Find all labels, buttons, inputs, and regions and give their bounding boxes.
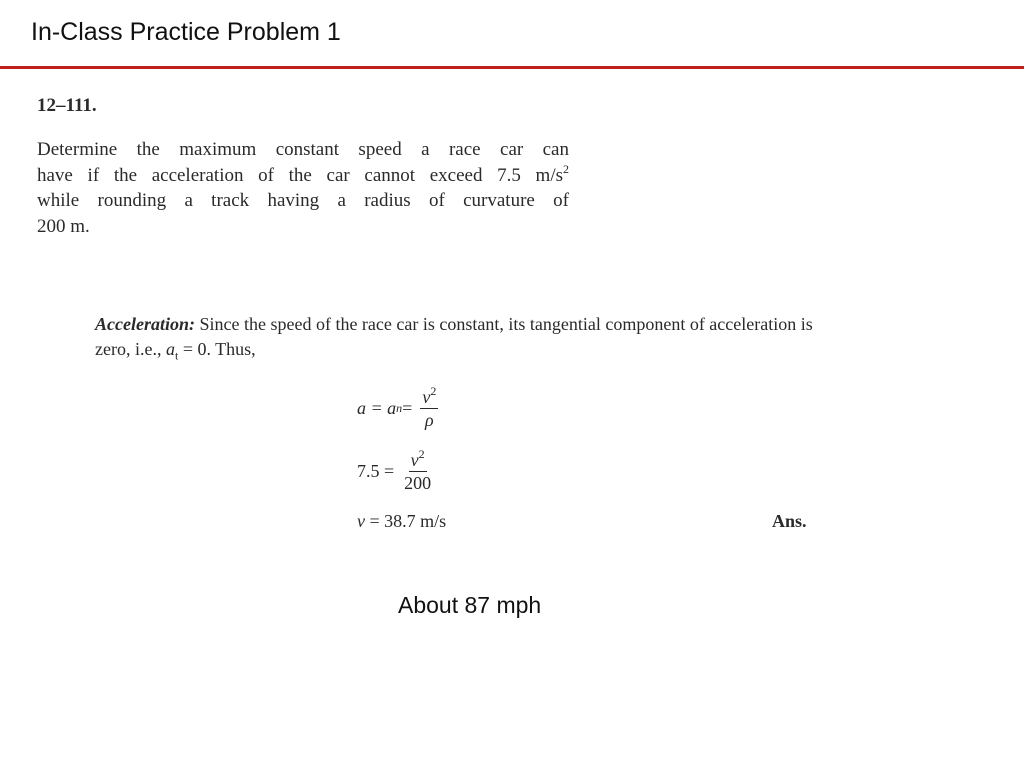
equation-3: v = 38.7 m/s — [357, 511, 447, 531]
problem-number: 12–111. — [37, 95, 97, 116]
problem-line-4: 200 m. — [37, 215, 90, 237]
solution-text: Acceleration: Since the speed of the race car is constant, its tangential component of acceleration is zero, i.e., $a_t = 0$. Thus, — [95, 314, 813, 363]
answer-label: Ans. — [772, 511, 807, 531]
equation-1: a = a n = $\frac{v^2}{\rho}$ — [357, 384, 437, 430]
problem-line-3: while rounding a track having a radius of curvature of — [37, 190, 569, 211]
problem-line-2: have if the acceleration of the car cannot exceed 7.5 $m/s^2$ — [37, 161, 569, 186]
equation-2: 7.5 = $\frac{v^2}{200}$ — [357, 447, 432, 493]
fraction-v2-over-rho: $\frac{v^2}{\rho}$ — [422, 384, 437, 430]
speed-note: About 87 mph — [398, 592, 542, 618]
slide-title: In-Class Practice Problem 1 — [31, 18, 341, 46]
problem-statement — [37, 137, 569, 239]
solution-label: Acceleration: — [95, 314, 195, 334]
title-divider — [0, 66, 1024, 69]
fraction-v2-over-200: $\frac{v^2}{200}$ — [404, 447, 432, 493]
problem-line-1: Determine the maximum constant speed a race car can — [37, 139, 569, 160]
